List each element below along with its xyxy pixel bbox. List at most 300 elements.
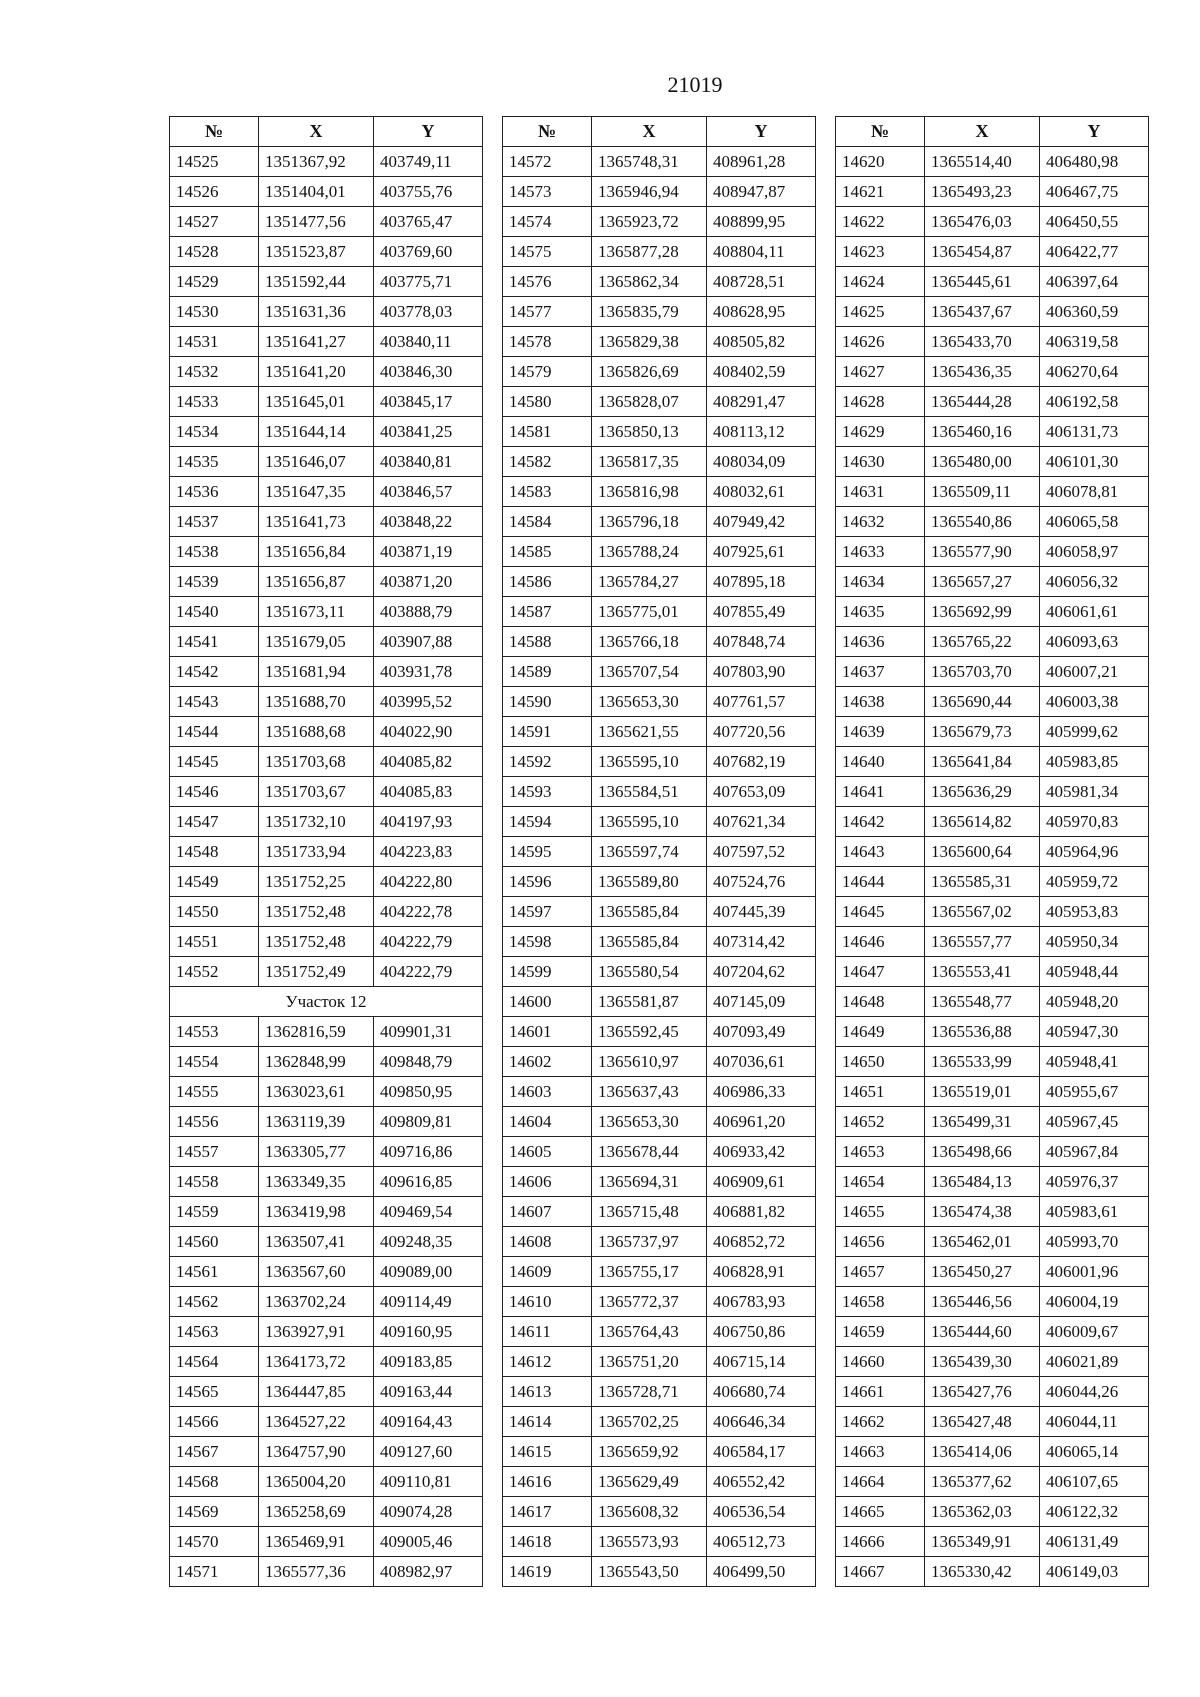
point-number-cell: 14580 xyxy=(503,387,592,417)
table-row xyxy=(503,507,816,537)
table-row xyxy=(503,1347,816,1377)
table-row xyxy=(836,627,1149,657)
point-number-cell: 14609 xyxy=(503,1257,592,1287)
point-number-cell: 14562 xyxy=(170,1287,259,1317)
table-row xyxy=(836,477,1149,507)
x-coordinate-cell: 1365446,56 xyxy=(925,1287,1040,1317)
x-coordinate-cell: 1365533,99 xyxy=(925,1047,1040,1077)
x-coordinate-cell: 1351647,35 xyxy=(259,477,374,507)
y-coordinate-cell: 406003,38 xyxy=(1040,687,1149,717)
point-number-cell: 14577 xyxy=(503,297,592,327)
table-row xyxy=(170,1167,483,1197)
table-row xyxy=(836,807,1149,837)
y-coordinate-cell: 405993,70 xyxy=(1040,1227,1149,1257)
table-row xyxy=(503,1437,816,1467)
y-coordinate-cell: 407145,09 xyxy=(707,987,816,1017)
y-coordinate-cell: 408947,87 xyxy=(707,177,816,207)
point-number-cell: 14667 xyxy=(836,1557,925,1587)
table-row xyxy=(170,897,483,927)
y-coordinate-cell: 403769,60 xyxy=(374,237,483,267)
x-coordinate-cell: 1351404,01 xyxy=(259,177,374,207)
header-row xyxy=(836,117,1149,147)
y-coordinate-cell: 409074,28 xyxy=(374,1497,483,1527)
x-coordinate-cell: 1365715,48 xyxy=(592,1197,707,1227)
point-number-cell: 14536 xyxy=(170,477,259,507)
x-coordinate-cell: 1365437,67 xyxy=(925,297,1040,327)
x-coordinate-cell: 1365584,51 xyxy=(592,777,707,807)
x-coordinate-cell: 1365543,50 xyxy=(592,1557,707,1587)
y-coordinate-cell: 406422,77 xyxy=(1040,237,1149,267)
point-number-cell: 14561 xyxy=(170,1257,259,1287)
table-row xyxy=(170,537,483,567)
y-coordinate-cell: 407949,42 xyxy=(707,507,816,537)
point-number-cell: 14599 xyxy=(503,957,592,987)
x-coordinate-cell: 1365462,01 xyxy=(925,1227,1040,1257)
y-coordinate-cell: 406001,96 xyxy=(1040,1257,1149,1287)
y-coordinate-cell: 406397,64 xyxy=(1040,267,1149,297)
point-number-cell: 14572 xyxy=(503,147,592,177)
point-number-cell: 14643 xyxy=(836,837,925,867)
table-row xyxy=(503,1047,816,1077)
table-row xyxy=(836,1107,1149,1137)
x-coordinate-cell: 1365772,37 xyxy=(592,1287,707,1317)
y-coordinate-cell: 409160,95 xyxy=(374,1317,483,1347)
point-number-cell: 14546 xyxy=(170,777,259,807)
point-number-cell: 14653 xyxy=(836,1137,925,1167)
y-coordinate-cell: 405955,67 xyxy=(1040,1077,1149,1107)
table-row xyxy=(836,837,1149,867)
point-number-cell: 14589 xyxy=(503,657,592,687)
x-coordinate-cell: 1365595,10 xyxy=(592,807,707,837)
y-coordinate-cell: 406009,67 xyxy=(1040,1317,1149,1347)
x-coordinate-cell: 1351688,70 xyxy=(259,687,374,717)
point-number-cell: 14631 xyxy=(836,477,925,507)
point-number-cell: 14533 xyxy=(170,387,259,417)
y-coordinate-cell: 408402,59 xyxy=(707,357,816,387)
point-number-cell: 14559 xyxy=(170,1197,259,1227)
y-coordinate-cell: 403871,20 xyxy=(374,567,483,597)
table-row xyxy=(170,1557,483,1587)
x-coordinate-cell: 1365536,88 xyxy=(925,1017,1040,1047)
x-coordinate-cell: 1365585,31 xyxy=(925,867,1040,897)
point-number-cell: 14602 xyxy=(503,1047,592,1077)
x-coordinate-cell: 1364447,85 xyxy=(259,1377,374,1407)
point-number-cell: 14530 xyxy=(170,297,259,327)
table-row xyxy=(836,387,1149,417)
table-row xyxy=(503,627,816,657)
table-row xyxy=(503,207,816,237)
y-coordinate-cell: 409848,79 xyxy=(374,1047,483,1077)
x-coordinate-cell: 1351477,56 xyxy=(259,207,374,237)
table-row xyxy=(170,417,483,447)
y-coordinate-cell: 409114,49 xyxy=(374,1287,483,1317)
point-number-cell: 14532 xyxy=(170,357,259,387)
x-coordinate-cell: 1365557,77 xyxy=(925,927,1040,957)
table-row xyxy=(503,237,816,267)
y-coordinate-cell: 409809,81 xyxy=(374,1107,483,1137)
table-row xyxy=(503,327,816,357)
table-row xyxy=(836,1077,1149,1107)
y-coordinate-cell: 403931,78 xyxy=(374,657,483,687)
x-coordinate-cell: 1351703,67 xyxy=(259,777,374,807)
table-row xyxy=(503,1407,816,1437)
x-coordinate-cell: 1365629,49 xyxy=(592,1467,707,1497)
x-coordinate-cell: 1365600,64 xyxy=(925,837,1040,867)
table-row xyxy=(170,1527,483,1557)
x-coordinate-cell: 1365454,87 xyxy=(925,237,1040,267)
point-number-cell: 14634 xyxy=(836,567,925,597)
section-title: Участок 12 xyxy=(170,987,483,1017)
x-coordinate-cell: 1365592,45 xyxy=(592,1017,707,1047)
x-coordinate-cell: 1365597,74 xyxy=(592,837,707,867)
table-row xyxy=(836,177,1149,207)
point-number-cell: 14655 xyxy=(836,1197,925,1227)
x-coordinate-cell: 1365614,82 xyxy=(925,807,1040,837)
table-row xyxy=(503,477,816,507)
x-coordinate-cell: 1351681,94 xyxy=(259,657,374,687)
x-coordinate-cell: 1365621,55 xyxy=(592,717,707,747)
table-row xyxy=(170,867,483,897)
point-number-cell: 14556 xyxy=(170,1107,259,1137)
table-row xyxy=(170,1437,483,1467)
point-number-cell: 14651 xyxy=(836,1077,925,1107)
point-number-cell: 14660 xyxy=(836,1347,925,1377)
point-number-cell: 14549 xyxy=(170,867,259,897)
table-row xyxy=(836,687,1149,717)
x-coordinate-cell: 1365258,69 xyxy=(259,1497,374,1527)
x-coordinate-cell: 1351679,05 xyxy=(259,627,374,657)
x-coordinate-cell: 1351656,84 xyxy=(259,537,374,567)
y-coordinate-cell: 407314,42 xyxy=(707,927,816,957)
point-number-cell: 14538 xyxy=(170,537,259,567)
point-number-cell: 14661 xyxy=(836,1377,925,1407)
y-coordinate-cell: 408034,09 xyxy=(707,447,816,477)
x-coordinate-cell: 1365692,99 xyxy=(925,597,1040,627)
table-row xyxy=(836,267,1149,297)
x-coordinate-cell: 1351592,44 xyxy=(259,267,374,297)
point-number-cell: 14596 xyxy=(503,867,592,897)
point-number-cell: 14633 xyxy=(836,537,925,567)
x-coordinate-cell: 1365450,27 xyxy=(925,1257,1040,1287)
number-header: № xyxy=(503,117,592,147)
x-coordinate-cell: 1365427,48 xyxy=(925,1407,1040,1437)
x-coordinate-cell: 1351646,07 xyxy=(259,447,374,477)
y-coordinate-cell: 403848,22 xyxy=(374,507,483,537)
y-coordinate-cell: 406004,19 xyxy=(1040,1287,1149,1317)
x-coordinate-cell: 1351752,48 xyxy=(259,927,374,957)
table-row xyxy=(170,657,483,687)
y-coordinate-cell: 406512,73 xyxy=(707,1527,816,1557)
y-coordinate-cell: 404022,90 xyxy=(374,717,483,747)
y-coordinate-cell: 406933,42 xyxy=(707,1137,816,1167)
y-coordinate-cell: 409248,35 xyxy=(374,1227,483,1257)
y-coordinate-cell: 408113,12 xyxy=(707,417,816,447)
table-row xyxy=(503,897,816,927)
x-coordinate-cell: 1363305,77 xyxy=(259,1137,374,1167)
y-coordinate-cell: 408961,28 xyxy=(707,147,816,177)
point-number-cell: 14586 xyxy=(503,567,592,597)
table-row xyxy=(170,507,483,537)
y-coordinate-cell: 407524,76 xyxy=(707,867,816,897)
point-number-cell: 14629 xyxy=(836,417,925,447)
section-row xyxy=(170,987,483,1017)
y-coordinate-cell: 406058,97 xyxy=(1040,537,1149,567)
y-coordinate-cell: 409850,95 xyxy=(374,1077,483,1107)
point-number-cell: 14639 xyxy=(836,717,925,747)
x-coordinate-cell: 1365540,86 xyxy=(925,507,1040,537)
table-row xyxy=(170,927,483,957)
y-coordinate-cell: 406093,63 xyxy=(1040,627,1149,657)
y-coordinate-cell: 406450,55 xyxy=(1040,207,1149,237)
table-row xyxy=(503,657,816,687)
point-number-cell: 14535 xyxy=(170,447,259,477)
table-row xyxy=(503,1077,816,1107)
table-row xyxy=(503,777,816,807)
x-coordinate-cell: 1365751,20 xyxy=(592,1347,707,1377)
x-coordinate-cell: 1365585,84 xyxy=(592,897,707,927)
y-coordinate-cell: 406131,73 xyxy=(1040,417,1149,447)
table-row xyxy=(170,957,483,987)
y-coordinate-cell: 406007,21 xyxy=(1040,657,1149,687)
y-coordinate-cell: 409716,86 xyxy=(374,1137,483,1167)
header-row xyxy=(503,117,816,147)
x-coordinate-cell: 1365694,31 xyxy=(592,1167,707,1197)
x-coordinate-cell: 1351752,48 xyxy=(259,897,374,927)
x-coordinate-cell: 1365835,79 xyxy=(592,297,707,327)
x-coordinate-cell: 1351645,01 xyxy=(259,387,374,417)
y-coordinate-cell: 405953,83 xyxy=(1040,897,1149,927)
x-coordinate-cell: 1365737,97 xyxy=(592,1227,707,1257)
x-coordinate-cell: 1365923,72 xyxy=(592,207,707,237)
table-row xyxy=(503,387,816,417)
x-coordinate-cell: 1351641,27 xyxy=(259,327,374,357)
table-row xyxy=(503,357,816,387)
x-coordinate-cell: 1362848,99 xyxy=(259,1047,374,1077)
table-row xyxy=(170,567,483,597)
y-coordinate-cell: 403841,25 xyxy=(374,417,483,447)
table-row xyxy=(836,1257,1149,1287)
x-coordinate-cell: 1363702,24 xyxy=(259,1287,374,1317)
point-number-cell: 14648 xyxy=(836,987,925,1017)
x-coordinate-cell: 1365703,70 xyxy=(925,657,1040,687)
x-coordinate-cell: 1365498,66 xyxy=(925,1137,1040,1167)
y-coordinate-cell: 405947,30 xyxy=(1040,1017,1149,1047)
x-coordinate-cell: 1365330,42 xyxy=(925,1557,1040,1587)
table-row xyxy=(170,1137,483,1167)
point-number-cell: 14617 xyxy=(503,1497,592,1527)
table-row xyxy=(170,1287,483,1317)
y-coordinate-cell: 406750,86 xyxy=(707,1317,816,1347)
table-row xyxy=(170,717,483,747)
point-number-cell: 14630 xyxy=(836,447,925,477)
point-number-cell: 14659 xyxy=(836,1317,925,1347)
point-number-cell: 14650 xyxy=(836,1047,925,1077)
x-coordinate-cell: 1365862,34 xyxy=(592,267,707,297)
point-number-cell: 14584 xyxy=(503,507,592,537)
point-number-cell: 14553 xyxy=(170,1017,259,1047)
point-number-cell: 14606 xyxy=(503,1167,592,1197)
table-row xyxy=(503,867,816,897)
point-number-cell: 14621 xyxy=(836,177,925,207)
table-row xyxy=(170,447,483,477)
table-row xyxy=(170,1377,483,1407)
point-number-cell: 14540 xyxy=(170,597,259,627)
y-coordinate-cell: 407597,52 xyxy=(707,837,816,867)
y-coordinate-cell: 409127,60 xyxy=(374,1437,483,1467)
table-row xyxy=(503,927,816,957)
point-number-cell: 14588 xyxy=(503,627,592,657)
table-row xyxy=(836,207,1149,237)
table-row xyxy=(836,1227,1149,1257)
x-coordinate-cell: 1365444,28 xyxy=(925,387,1040,417)
coordinates-table-3 xyxy=(835,116,1149,1587)
x-coordinate-cell: 1351656,87 xyxy=(259,567,374,597)
table-row xyxy=(170,207,483,237)
table-row xyxy=(503,1257,816,1287)
y-coordinate-cell: 403765,47 xyxy=(374,207,483,237)
y-coordinate-cell: 408291,47 xyxy=(707,387,816,417)
point-number-cell: 14658 xyxy=(836,1287,925,1317)
x-coordinate-cell: 1365585,84 xyxy=(592,927,707,957)
table-row xyxy=(503,837,816,867)
table-row xyxy=(503,297,816,327)
point-number-cell: 14541 xyxy=(170,627,259,657)
y-coordinate-cell: 409616,85 xyxy=(374,1167,483,1197)
x-coordinate-cell: 1351673,11 xyxy=(259,597,374,627)
y-coordinate-cell: 408982,97 xyxy=(374,1557,483,1587)
y-coordinate-cell: 409163,44 xyxy=(374,1377,483,1407)
y-coordinate-cell: 406065,14 xyxy=(1040,1437,1149,1467)
point-number-cell: 14627 xyxy=(836,357,925,387)
table-row xyxy=(170,1467,483,1497)
y-coordinate-cell: 405948,20 xyxy=(1040,987,1149,1017)
x-coordinate-cell: 1365493,23 xyxy=(925,177,1040,207)
x-coordinate-cell: 1365460,16 xyxy=(925,417,1040,447)
table-row xyxy=(503,567,816,597)
table-row xyxy=(170,597,483,627)
table-row xyxy=(503,1557,816,1587)
point-number-cell: 14591 xyxy=(503,717,592,747)
point-number-cell: 14597 xyxy=(503,897,592,927)
y-coordinate-cell: 409164,43 xyxy=(374,1407,483,1437)
table-row xyxy=(503,987,816,1017)
table-row xyxy=(503,267,816,297)
y-coordinate-cell: 403840,11 xyxy=(374,327,483,357)
y-coordinate-cell: 404085,82 xyxy=(374,747,483,777)
y-coordinate-cell: 405983,85 xyxy=(1040,747,1149,777)
x-coordinate-cell: 1365946,94 xyxy=(592,177,707,207)
point-number-cell: 14576 xyxy=(503,267,592,297)
x-coordinate-cell: 1365657,27 xyxy=(925,567,1040,597)
y-coordinate-cell: 406044,11 xyxy=(1040,1407,1149,1437)
table-row xyxy=(170,837,483,867)
y-coordinate-cell: 406360,59 xyxy=(1040,297,1149,327)
x-coordinate-cell: 1365445,61 xyxy=(925,267,1040,297)
y-coordinate-cell: 408505,82 xyxy=(707,327,816,357)
point-number-cell: 14647 xyxy=(836,957,925,987)
point-number-cell: 14560 xyxy=(170,1227,259,1257)
y-coordinate-cell: 407803,90 xyxy=(707,657,816,687)
x-coordinate-cell: 1363507,41 xyxy=(259,1227,374,1257)
point-number-cell: 14564 xyxy=(170,1347,259,1377)
point-number-cell: 14628 xyxy=(836,387,925,417)
point-number-cell: 14593 xyxy=(503,777,592,807)
y-coordinate-cell: 406270,64 xyxy=(1040,357,1149,387)
x-coordinate-cell: 1365476,03 xyxy=(925,207,1040,237)
table-row xyxy=(170,1197,483,1227)
x-coordinate-cell: 1365641,84 xyxy=(925,747,1040,777)
y-coordinate-cell: 406065,58 xyxy=(1040,507,1149,537)
point-number-cell: 14600 xyxy=(503,987,592,1017)
x-coordinate-cell: 1365817,35 xyxy=(592,447,707,477)
table-row xyxy=(170,357,483,387)
table-row xyxy=(836,297,1149,327)
y-coordinate-cell: 406552,42 xyxy=(707,1467,816,1497)
x-coordinate-cell: 1365766,18 xyxy=(592,627,707,657)
y-coordinate-cell: 403907,88 xyxy=(374,627,483,657)
table-row xyxy=(503,1377,816,1407)
y-coordinate-cell: 405948,44 xyxy=(1040,957,1149,987)
table-row xyxy=(503,717,816,747)
x-coordinate-cell: 1351367,92 xyxy=(259,147,374,177)
x-coordinate-cell: 1363349,35 xyxy=(259,1167,374,1197)
x-coordinate-cell: 1365877,28 xyxy=(592,237,707,267)
x-coordinate-cell: 1351644,14 xyxy=(259,417,374,447)
point-number-cell: 14582 xyxy=(503,447,592,477)
x-coordinate-cell: 1363927,91 xyxy=(259,1317,374,1347)
table-row xyxy=(503,807,816,837)
table-row xyxy=(836,957,1149,987)
x-coordinate-cell: 1365796,18 xyxy=(592,507,707,537)
x-coordinate-cell: 1365637,43 xyxy=(592,1077,707,1107)
x-coordinate-cell: 1365580,54 xyxy=(592,957,707,987)
point-number-cell: 14645 xyxy=(836,897,925,927)
point-number-cell: 14644 xyxy=(836,867,925,897)
y-coordinate-cell: 406828,91 xyxy=(707,1257,816,1287)
x-coordinate-cell: 1351703,68 xyxy=(259,747,374,777)
x-coordinate-cell: 1365377,62 xyxy=(925,1467,1040,1497)
y-coordinate-cell: 409089,00 xyxy=(374,1257,483,1287)
y-coordinate-cell: 407761,57 xyxy=(707,687,816,717)
point-number-cell: 14618 xyxy=(503,1527,592,1557)
point-number-cell: 14579 xyxy=(503,357,592,387)
x-header: X xyxy=(925,117,1040,147)
y-coordinate-cell: 406783,93 xyxy=(707,1287,816,1317)
point-number-cell: 14550 xyxy=(170,897,259,927)
table-row xyxy=(503,1497,816,1527)
table-row xyxy=(170,387,483,417)
point-number-cell: 14635 xyxy=(836,597,925,627)
x-coordinate-cell: 1365595,10 xyxy=(592,747,707,777)
table-row xyxy=(836,1467,1149,1497)
table-row xyxy=(836,1167,1149,1197)
y-coordinate-cell: 405983,61 xyxy=(1040,1197,1149,1227)
table-row xyxy=(170,1107,483,1137)
point-number-cell: 14585 xyxy=(503,537,592,567)
point-number-cell: 14544 xyxy=(170,717,259,747)
y-coordinate-cell: 403840,81 xyxy=(374,447,483,477)
table-row xyxy=(836,897,1149,927)
y-coordinate-cell: 403749,11 xyxy=(374,147,483,177)
y-coordinate-cell: 403871,19 xyxy=(374,537,483,567)
x-coordinate-cell: 1365678,44 xyxy=(592,1137,707,1167)
x-coordinate-cell: 1365573,93 xyxy=(592,1527,707,1557)
point-number-cell: 14542 xyxy=(170,657,259,687)
x-coordinate-cell: 1365707,54 xyxy=(592,657,707,687)
point-number-cell: 14641 xyxy=(836,777,925,807)
table-row xyxy=(836,1047,1149,1077)
point-number-cell: 14537 xyxy=(170,507,259,537)
